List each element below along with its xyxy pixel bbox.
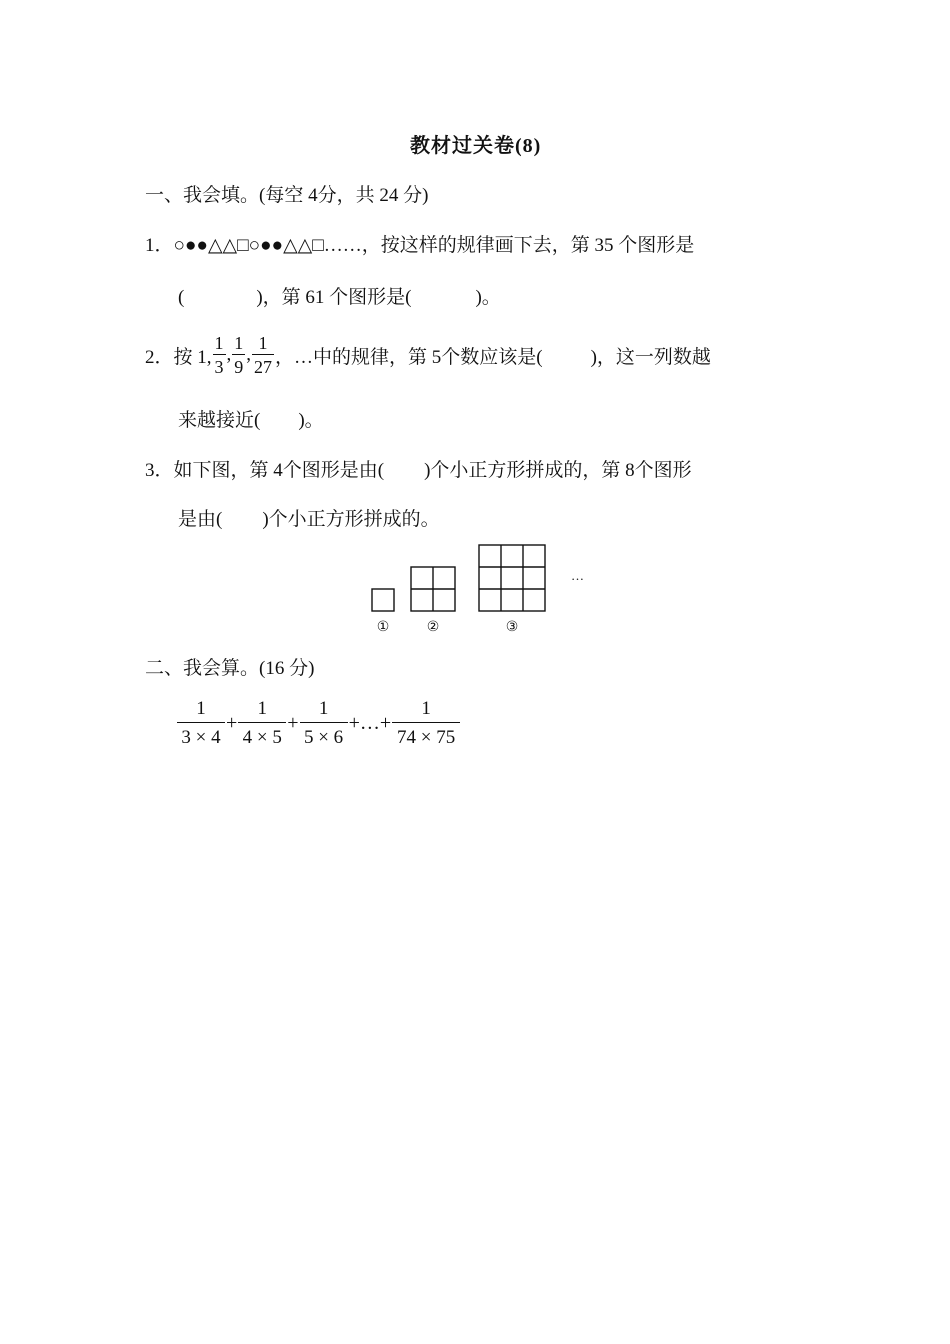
fraction-denominator: 9 <box>234 357 244 377</box>
question-1-line-2 <box>178 282 501 309</box>
term-1-fraction <box>177 699 225 747</box>
term-denominator: 5 × 6 <box>303 727 344 748</box>
pattern-ellipsis: … <box>571 568 584 583</box>
question-3-text-b: )个小正方形拼成的，第 8个图形 <box>424 460 692 481</box>
separator: , <box>246 344 252 365</box>
term-numerator: 1 <box>177 699 225 723</box>
figure-label-2: ② <box>426 619 440 635</box>
separator: , <box>226 344 232 365</box>
question-2-number: 2． <box>145 346 174 368</box>
question-2-suffix-2: )，这一列数越 <box>590 346 711 368</box>
term-last-fraction <box>392 699 460 747</box>
question-1-number: 1． <box>145 235 174 256</box>
term-numerator: 1 <box>392 699 460 723</box>
question-2-line-2-end: )。 <box>298 410 324 431</box>
term-2-fraction <box>238 699 286 747</box>
question-3-text-a: 如下图，第 4个图形是由( <box>173 460 385 481</box>
question-2-line-1 <box>145 327 711 383</box>
question-3-line-2 <box>178 504 440 531</box>
question-3-line-2-a: 是由( <box>178 509 223 530</box>
fraction-1-27 <box>252 334 274 376</box>
question-3-line-2-b: )个小正方形拼成的。 <box>262 509 440 530</box>
fraction-numerator: 1 <box>252 334 274 355</box>
question-2-suffix: ，…中的规律，第 5个数应该是( <box>275 346 543 368</box>
plus-sign: + <box>226 711 238 734</box>
page-title: 教材过关卷(8) <box>410 135 542 157</box>
figure-2-grid <box>411 567 455 611</box>
question-2-line-2-text: 来越接近( <box>178 410 261 431</box>
plus-sign: + <box>287 711 299 734</box>
question-3-number: 3． <box>145 460 174 481</box>
figure-1-square <box>372 589 394 611</box>
fraction-1-9 <box>232 334 245 376</box>
square-pattern-figure <box>360 538 600 642</box>
question-2-prefix: 按 1, <box>173 346 212 368</box>
question-1-line-1 <box>145 230 694 257</box>
term-denominator: 4 × 5 <box>242 727 282 748</box>
question-3-line-1 <box>145 455 692 482</box>
question-1-mid: )，第 61 个图形是( <box>256 287 412 308</box>
question-1-text: ○●●△△□○●●△△□……，按这样的规律画下去，第 35 个图形是 <box>173 235 695 256</box>
term-denominator: 3 × 4 <box>181 727 221 748</box>
fraction-denominator: 3 <box>214 357 224 377</box>
term-numerator: 1 <box>238 699 286 723</box>
question-2-line-2 <box>178 405 324 432</box>
question-1-end: )。 <box>475 287 501 308</box>
question-1-paren-open: ( <box>178 287 185 308</box>
term-denominator: 74 × 75 <box>397 727 456 748</box>
figure-3-grid <box>479 545 545 611</box>
figure-label-3: ③ <box>505 619 519 635</box>
section2-heading: 二、我会算。(16 分) <box>145 658 315 679</box>
fraction-numerator: 1 <box>214 333 224 353</box>
figure-label-1: ① <box>376 619 390 635</box>
plus-ellipsis-plus: +…+ <box>348 711 392 734</box>
term-3-fraction <box>300 699 348 747</box>
fraction-denominator: 27 <box>254 357 273 377</box>
calculation-expression <box>177 699 460 747</box>
section1-heading: 一、我会填。(每空 4分，共 24 分) <box>145 185 429 206</box>
term-numerator: 1 <box>300 699 348 723</box>
fraction-1-3 <box>213 334 226 376</box>
fraction-numerator: 1 <box>234 333 244 353</box>
